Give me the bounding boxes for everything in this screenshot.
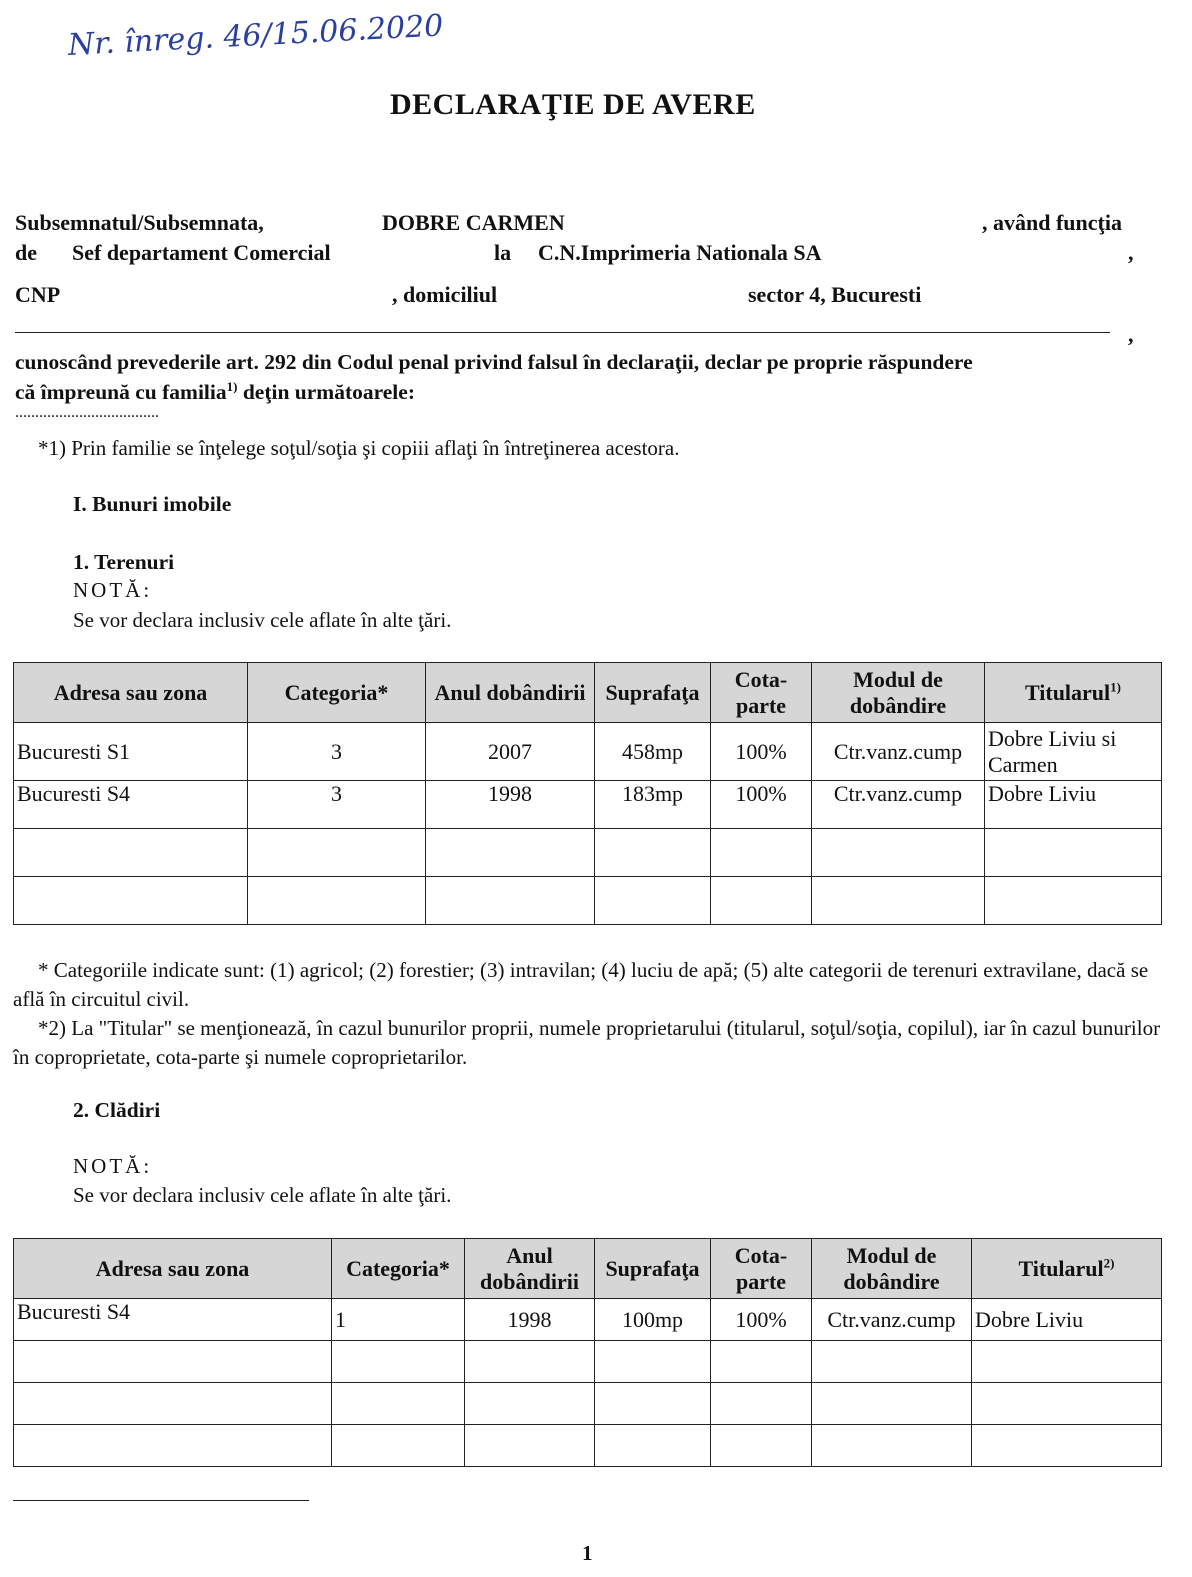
declarant-name: DOBRE CARMEN [382,210,565,235]
cell-titularul [972,1383,1162,1425]
building-table-header-row [14,1239,1162,1299]
cell-suprafata [595,829,711,877]
cell-adresa [14,1341,332,1383]
family-footnote-ref: 1) [226,378,238,394]
address-underline [15,332,1110,333]
cell-modul [812,877,985,925]
table-row [14,781,1162,829]
footnote-separator [13,1500,309,1501]
cell-anul [426,877,595,925]
cell-modul [812,1425,972,1467]
cell-categoria: 1 [332,1299,465,1341]
cell-modul [812,1383,972,1425]
cell-suprafata: 458mp [595,723,711,781]
cell-adresa: Bucuresti S4 [14,1299,332,1341]
cell-titularul: Dobre Liviu si Carmen [985,723,1162,781]
cell-anul [426,829,595,877]
table-row [14,877,1162,925]
titularul-footnote-ref: 1) [1110,679,1122,695]
cell-modul: Ctr.vanz.cump [812,781,985,829]
column-header-suprafata: Suprafaţa [595,1239,711,1299]
cell-cota-parte [711,829,812,877]
cell-cota-parte [711,1425,812,1467]
titularul-label: Titularul [1018,1255,1104,1281]
statement-line-2-suffix: deţin următoarele: [237,380,415,404]
cladiri-note-label: NOTĂ: [73,1154,153,1178]
column-header-adresa: Adresa sau zona [14,1239,332,1299]
cell-cota-parte: 100% [711,1299,812,1341]
titularul-footnote-ref: 2) [1103,1255,1115,1271]
cell-cota-parte: 100% [711,781,812,829]
land-table [13,662,1162,925]
terenuri-note-label: NOTĂ: [73,578,153,602]
column-header-suprafata: Suprafaţa [595,663,711,723]
cell-suprafata [595,1383,711,1425]
titular-note: *2) La "Titular" se menţionează, în cazul bunurilor proprii, numele proprietarului (titularul, soţul/soţia, copilul), iar în cazul bunurilor în coproprietate, cota-parte şi numele coproprietarilor. [13,1016,1161,1069]
registration-handwritten-note: Nr. înreg. 46/15.06.2020 [67,8,445,63]
statement-line-2 [15,380,415,405]
building-table [13,1238,1162,1467]
cell-titularul: Dobre Liviu [972,1299,1162,1341]
cell-adresa: Bucuresti S4 [14,781,248,829]
line-comma-mark: , [1128,322,1134,347]
column-header-titularul [985,663,1162,723]
cell-suprafata: 100mp [595,1299,711,1341]
table-row [14,723,1162,781]
cell-modul [812,1341,972,1383]
cell-suprafata: 183mp [595,781,711,829]
declarant-function: Sef departament Comercial [72,240,331,265]
subsection-heading-terenuri: 1. Terenuri [73,550,175,574]
cell-anul: 2007 [426,723,595,781]
cell-modul [812,829,985,877]
dotted-separator: .................................... [15,404,159,421]
comma-mark: , [1128,240,1134,265]
land-table-header-row [14,663,1162,723]
cell-adresa [14,877,248,925]
cell-cota-parte: 100% [711,723,812,781]
cell-categoria: 3 [248,781,426,829]
institution-name: C.N.Imprimeria Nationala SA [538,240,822,265]
cell-cota-parte [711,1383,812,1425]
table-row [14,1299,1162,1341]
cell-suprafata [595,1425,711,1467]
cell-suprafata [595,1341,711,1383]
cell-titularul [972,1341,1162,1383]
table-row [14,1383,1162,1425]
cell-cota-parte [711,877,812,925]
function-label: , având funcţia [982,210,1122,235]
cell-modul: Ctr.vanz.cump [812,1299,972,1341]
cell-anul [465,1425,595,1467]
cell-categoria: 3 [248,723,426,781]
categories-note: * Categoriile indicate sunt: (1) agricol; (2) forestier; (3) intravilan; (4) luciu de apă; (5) alte categorii de terenuri extravilane, dacă se află în circuitul civil. [13,958,1149,1011]
cnp-label: CNP [15,282,61,307]
domicile-value: sector 4, Bucuresti [748,282,922,307]
cell-suprafata [595,877,711,925]
cell-cota-parte [711,1341,812,1383]
domicile-label: , domiciliul [392,282,498,307]
column-header-anul: Anul dobândirii [465,1239,595,1299]
titularul-label: Titularul [1024,679,1111,705]
cell-categoria [332,1383,465,1425]
cell-adresa [14,1383,332,1425]
statement-line-1: cunoscând prevederile art. 292 din Codul penal privind falsul în declaraţii, declar pe proprie răspundere [15,350,973,374]
table-row [14,829,1162,877]
cell-adresa [14,829,248,877]
cell-titularul [985,877,1162,925]
cell-categoria [248,877,426,925]
cell-titularul [985,829,1162,877]
cell-anul: 1998 [426,781,595,829]
column-header-cota-parte: Cota-parte [711,1239,812,1299]
terenuri-note-text: Se vor declara inclusiv cele aflate în alte ţări. [73,608,452,632]
cell-categoria [332,1425,465,1467]
cell-anul [465,1341,595,1383]
column-header-titularul [972,1239,1162,1299]
cell-adresa: Bucuresti S1 [14,723,248,781]
table-row [14,1341,1162,1383]
subsection-heading-cladiri: 2. Clădiri [73,1098,161,1122]
la-label: la [494,240,512,265]
subsemnatul-label: Subsemnatul/Subsemnata, [15,210,264,235]
cell-categoria [332,1341,465,1383]
family-footnote: *1) Prin familie se înţelege soţul/soţia şi copiii aflaţi în întreţinerea acestora. [38,436,680,460]
section-heading-bunuri-imobile: I. Bunuri imobile [73,492,232,516]
cell-titularul: Dobre Liviu [985,781,1162,829]
column-header-adresa: Adresa sau zona [14,663,248,723]
cell-anul [465,1383,595,1425]
cell-anul: 1998 [465,1299,595,1341]
de-label: de [15,240,37,265]
cell-modul: Ctr.vanz.cump [812,723,985,781]
cell-titularul [972,1425,1162,1467]
page-number: 1 [582,1541,593,1565]
cell-categoria [248,829,426,877]
statement-line-2-prefix: că împreună cu familia [15,380,227,404]
column-header-anul: Anul dobândirii [426,663,595,723]
table-row [14,1425,1162,1467]
column-header-modul: Modul de dobândire [812,663,985,723]
cell-adresa [14,1425,332,1467]
column-header-modul: Modul de dobândire [812,1239,972,1299]
page-title: DECLARAŢIE DE AVERE [390,88,756,121]
cladiri-note-text: Se vor declara inclusiv cele aflate în alte ţări. [73,1183,452,1207]
column-header-categoria: Categoria* [248,663,426,723]
column-header-cota-parte: Cota-parte [711,663,812,723]
column-header-categoria: Categoria* [332,1239,465,1299]
